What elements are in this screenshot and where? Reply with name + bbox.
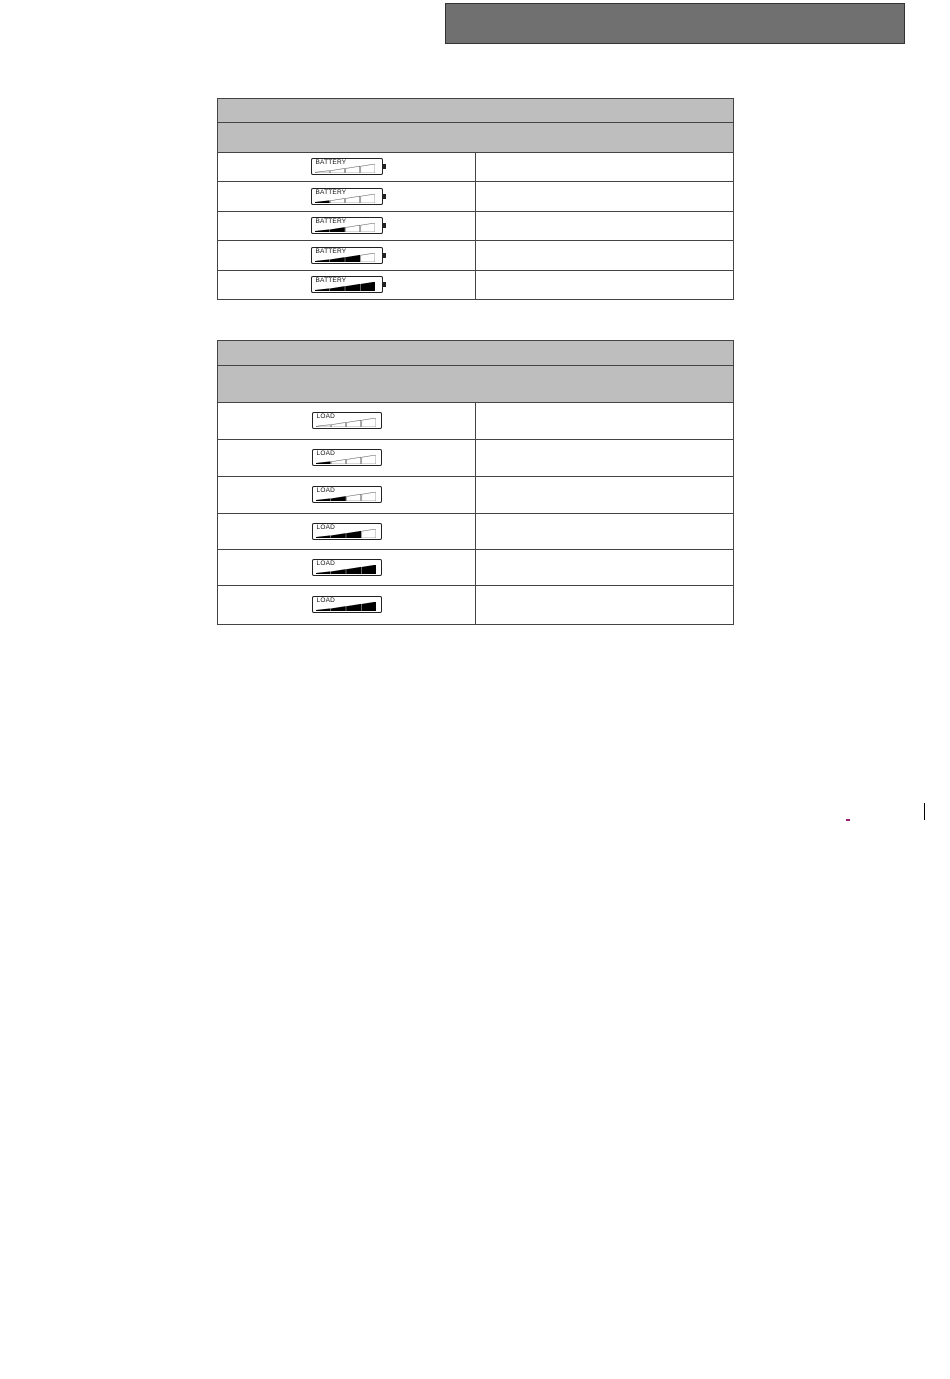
stray-mark — [846, 819, 850, 821]
level-segment-filled — [330, 257, 344, 262]
level-meter — [316, 602, 376, 611]
battery-description — [476, 182, 734, 212]
load-icon-cell — [218, 514, 476, 550]
battery-icon-label: BATTERY — [315, 218, 347, 226]
load-level-icon — [312, 596, 382, 613]
level-segment-empty — [360, 253, 374, 262]
load-table-title — [218, 341, 734, 366]
battery-level-icon — [311, 188, 383, 205]
level-segment-empty — [361, 492, 375, 501]
level-segment-filled — [316, 536, 330, 538]
level-segment-filled — [346, 567, 360, 574]
load-icon-label: LOAD — [316, 559, 336, 567]
level-segment-empty — [316, 425, 330, 427]
load-icon-cell — [218, 403, 476, 440]
load-icon-cell — [218, 586, 476, 625]
battery-icon-cell — [218, 182, 476, 212]
level-segment-empty — [360, 223, 374, 232]
load-description — [476, 586, 734, 625]
level-meter — [315, 253, 375, 262]
battery-icon-label: BATTERY — [315, 188, 347, 196]
table-row — [218, 212, 734, 241]
battery-icon-label: BATTERY — [315, 159, 347, 167]
level-segment-filled — [315, 260, 329, 262]
level-segment-empty — [360, 164, 374, 173]
level-segment-empty — [330, 198, 344, 203]
table-row — [218, 403, 734, 440]
load-level-icon — [312, 523, 382, 540]
battery-level-icon — [311, 247, 383, 264]
load-icon-label: LOAD — [316, 597, 336, 605]
level-meter — [316, 529, 376, 538]
level-segment-filled — [345, 285, 359, 292]
level-segment-filled — [331, 497, 345, 502]
level-meter — [316, 565, 376, 574]
level-meter — [315, 164, 375, 173]
level-segment-filled — [330, 287, 344, 292]
level-segment-empty — [361, 529, 375, 538]
level-segment-empty — [345, 167, 359, 174]
load-icon-label: LOAD — [316, 523, 336, 531]
load-description — [476, 403, 734, 440]
level-meter — [316, 455, 376, 464]
level-segment-filled — [316, 572, 330, 574]
load-icon-label: LOAD — [316, 487, 336, 495]
load-description — [476, 550, 734, 586]
battery-table-subtitle — [218, 123, 734, 153]
table-row — [218, 153, 734, 182]
level-segment-empty — [315, 171, 329, 173]
level-segment-filled — [316, 609, 330, 611]
battery-level-icon — [311, 276, 383, 293]
load-table-subtitle — [218, 366, 734, 403]
battery-table-title — [218, 99, 734, 123]
load-icon-label: LOAD — [316, 413, 336, 421]
battery-level-icon — [311, 158, 383, 175]
table-row — [218, 586, 734, 625]
level-meter — [316, 418, 376, 427]
load-icon-cell — [218, 440, 476, 477]
level-segment-empty — [346, 495, 360, 502]
level-segment-empty — [345, 226, 359, 233]
battery-icon-cell — [218, 153, 476, 182]
level-segment-empty — [346, 421, 360, 428]
load-level-icon — [312, 486, 382, 503]
level-segment-filled — [331, 533, 345, 538]
load-icon-cell — [218, 477, 476, 514]
level-segment-filled — [315, 289, 329, 291]
battery-icon-cell — [218, 212, 476, 241]
level-segment-filled — [316, 499, 330, 501]
level-segment-filled — [346, 605, 360, 612]
battery-icon-label: BATTERY — [315, 247, 347, 255]
battery-level-icon — [311, 217, 383, 234]
load-description — [476, 440, 734, 477]
level-segment-filled — [315, 201, 329, 203]
battery-icon-label: BATTERY — [315, 277, 347, 285]
level-segment-filled — [361, 602, 375, 611]
load-level-icon — [312, 412, 382, 429]
level-segment-filled — [361, 565, 375, 574]
battery-description — [476, 212, 734, 241]
table-row — [218, 440, 734, 477]
table-row — [218, 550, 734, 586]
level-segment-filled — [331, 569, 345, 574]
load-level-icon — [312, 559, 382, 576]
level-segment-filled — [330, 228, 344, 233]
level-segment-empty — [360, 194, 374, 203]
table-row — [218, 271, 734, 300]
level-segment-empty — [330, 169, 344, 174]
table-row — [218, 182, 734, 212]
battery-icon-cell — [218, 241, 476, 271]
table-row — [218, 241, 734, 271]
load-description — [476, 514, 734, 550]
level-segment-empty — [361, 455, 375, 464]
level-segment-empty — [345, 196, 359, 203]
level-segment-filled — [345, 255, 359, 262]
battery-description — [476, 271, 734, 300]
load-icon-label: LOAD — [316, 450, 336, 458]
level-segment-empty — [346, 458, 360, 465]
battery-description — [476, 241, 734, 271]
level-meter — [315, 194, 375, 203]
level-segment-filled — [331, 607, 345, 612]
level-segment-filled — [360, 282, 374, 291]
level-segment-empty — [331, 423, 345, 428]
level-segment-filled — [316, 462, 330, 464]
battery-icon-cell — [218, 271, 476, 300]
level-segment-empty — [361, 418, 375, 427]
load-level-table — [217, 340, 734, 625]
battery-description — [476, 153, 734, 182]
load-description — [476, 477, 734, 514]
level-segment-filled — [315, 230, 329, 232]
table-row — [218, 477, 734, 514]
level-meter — [316, 492, 376, 501]
stray-line — [924, 803, 925, 820]
level-meter — [315, 282, 375, 291]
page-header-bar — [445, 3, 905, 44]
level-meter — [315, 223, 375, 232]
battery-level-table — [217, 98, 734, 300]
level-segment-empty — [331, 460, 345, 465]
load-icon-cell — [218, 550, 476, 586]
table-row — [218, 514, 734, 550]
load-level-icon — [312, 449, 382, 466]
level-segment-filled — [346, 531, 360, 538]
